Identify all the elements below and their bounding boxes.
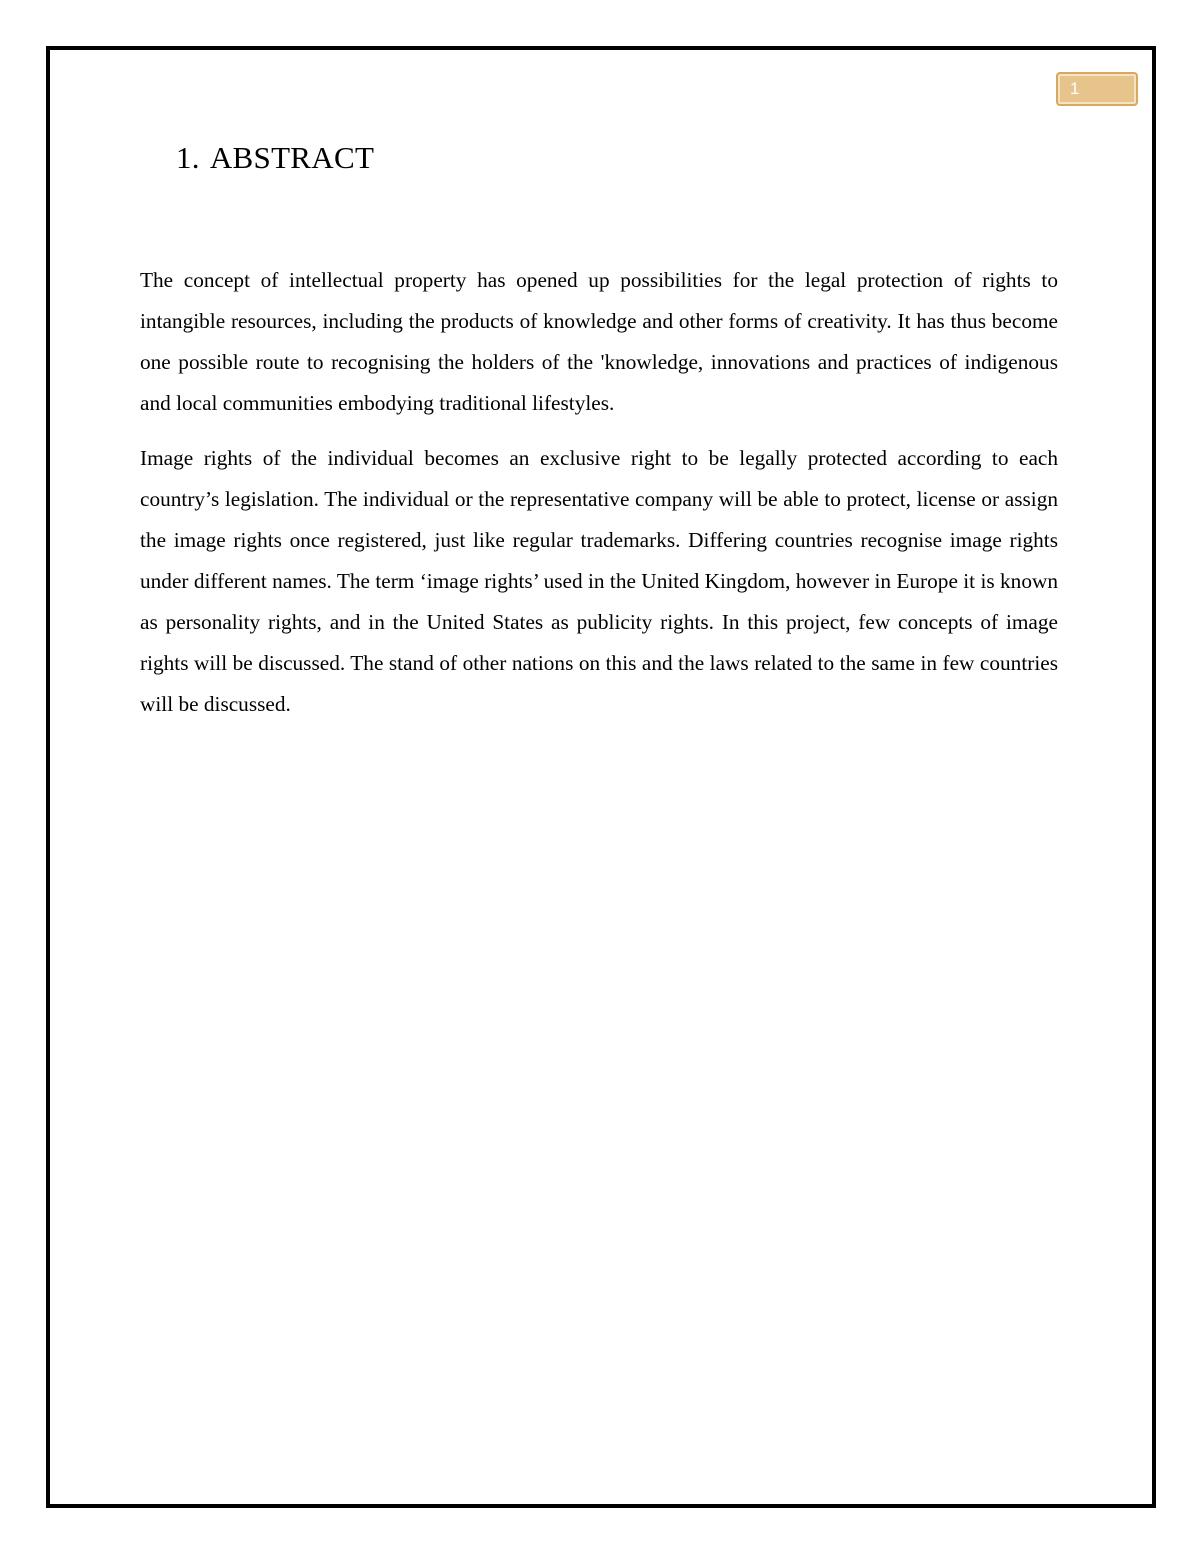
paragraph: Image rights of the individual becomes an exclusive right to be legally protected according to each country’s legislation. The individual or the representative company will be able to protect, license or assign the image rights once registered, just like regular trademarks. Differing countries recognise image rights under different names. The term ‘image rights’ used in the United Kingdom, however in Europe it is known as personality rights, and in the United States as publicity rights. In this project, few concepts of image rights will be discussed. The stand of other nations on this and the laws related to the same in few countries will be discussed. bbox=[140, 446, 1058, 716]
page-number-badge bbox=[1056, 72, 1138, 106]
section-title: ABSTRACT bbox=[209, 140, 375, 175]
page-number: 1 bbox=[1070, 79, 1080, 98]
paragraph: The concept of intellectual property has opened up possibilities for the legal protection of rights to intangible resources, including the products of knowledge and other forms of creativity. It has thus become one possible route to recognising the holders of the 'knowledge, innovations and practices of indigenous and local communities embodying traditional lifestyles. bbox=[140, 268, 1058, 415]
abstract-body bbox=[140, 260, 1058, 739]
section-number: 1. bbox=[176, 140, 200, 175]
section-heading bbox=[176, 140, 374, 176]
